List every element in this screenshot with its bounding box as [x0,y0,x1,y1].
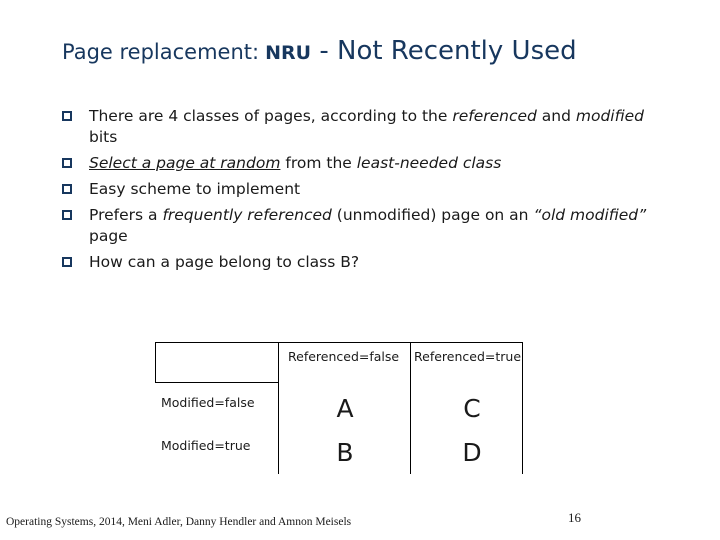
checkbox-bullet-icon [62,158,72,168]
page-class-table [155,342,523,474]
bullet-emphasis: “old modified” [533,206,647,224]
bullet-item [62,106,672,148]
col-header-referenced-false: Referenced=false [288,349,400,364]
title-acronym: NRU [265,42,312,64]
footer-credits: Operating Systems, 2014, Meni Adler, Danny Hendler and Amnon Meisels [6,516,352,528]
checkbox-bullet-icon [62,210,72,220]
bullet-text: Prefers a [89,206,163,224]
bullet-text: There are 4 classes of pages, according to the [89,107,453,125]
slide-title [62,36,577,66]
bullet-emphasis: Select a page at random [89,154,281,172]
bullet-item [62,153,672,174]
row-header-modified-false: Modified=false [161,395,255,410]
table-rule [522,342,523,474]
bullet-item [62,205,672,247]
bullet-text: page [89,227,128,245]
bullet-emphasis: referenced [452,107,537,125]
checkbox-bullet-icon [62,111,72,121]
page-number: 16 [568,510,581,525]
table-rule [155,342,156,382]
table-rule [155,382,278,383]
class-cell-c: C [463,394,481,423]
class-cell-a: A [336,394,354,423]
table-rule [410,342,411,474]
table-rule [155,342,523,343]
bullet-item [62,179,672,200]
table-rule [278,342,279,474]
checkbox-bullet-icon [62,184,72,194]
bullet-emphasis: least-needed class [356,154,502,172]
bullet-emphasis: frequently referenced [162,206,332,224]
row-header-modified-true: Modified=true [161,438,251,453]
col-header-referenced-true: Referenced=true [414,349,522,364]
bullet-list [62,106,672,278]
bullet-text: How can a page belong to class B? [89,253,360,271]
bullet-emphasis: modified [575,107,645,125]
bullet-text: Easy scheme to implement [89,180,301,198]
title-expansion: - Not Recently Used [311,36,577,66]
checkbox-bullet-icon [62,257,72,267]
bullet-item [62,252,672,273]
title-prefix: Page replacement: [62,40,260,64]
class-cell-d: D [462,438,482,467]
class-cell-b: B [336,438,354,467]
bullet-text: and [536,107,576,125]
bullet-text: from the [280,154,357,172]
bullet-text: bits [89,128,118,146]
bullet-text: (unmodified) page on an [331,206,534,224]
